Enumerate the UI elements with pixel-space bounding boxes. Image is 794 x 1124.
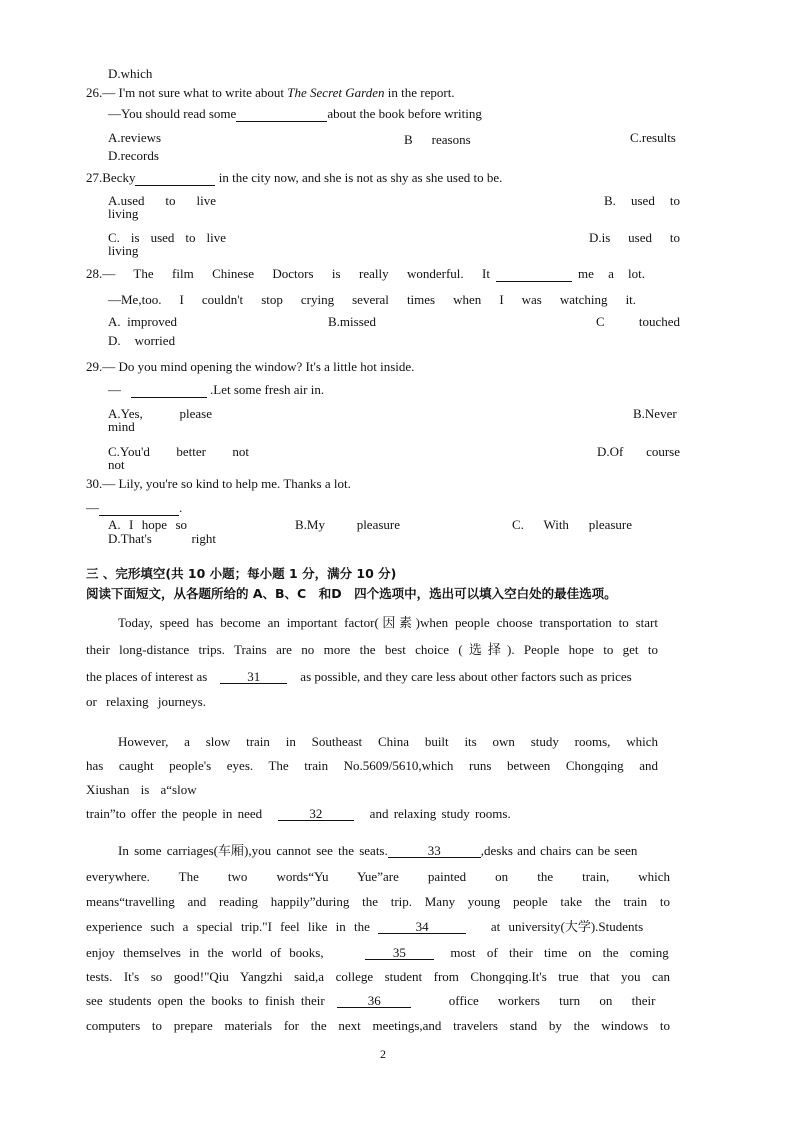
q29-option-c-word: not	[232, 444, 250, 459]
q28-reply-word: times	[406, 292, 436, 307]
q26-option-c: C.results	[630, 130, 676, 145]
q30-reply-dash: —	[86, 500, 99, 515]
q27-stem-suffix: in the city now, and she is not as shy as she used to be.	[215, 170, 503, 185]
q29-option-a-word: please	[179, 406, 212, 421]
q26-option-b-letter: B	[404, 132, 413, 147]
q26-stem-prefix: 26.— I'm not sure what to write about	[86, 85, 288, 100]
passage-line-35	[86, 945, 669, 960]
q28-stem	[86, 266, 490, 281]
q29-option-c-word: better	[176, 444, 206, 459]
q27-option-d-word: to	[669, 230, 680, 245]
blank-35[interactable]: 35	[365, 946, 434, 960]
q29-reply-suffix: .Let some fresh air in.	[206, 382, 325, 397]
q30-option-d	[108, 531, 216, 546]
q30-option-d-word: right	[191, 531, 216, 546]
q26-stem-suffix: in the report.	[384, 85, 455, 100]
q28-stem-word: is	[331, 266, 341, 281]
q29-option-d-word: D.Of	[597, 444, 624, 459]
q28-option-a-text: improved	[127, 314, 177, 329]
q28-option-d	[108, 333, 175, 348]
q25-option-d: D.which	[108, 66, 153, 81]
q27-option-a-word: live	[196, 193, 216, 208]
passage-text: In some carriages(车厢),you cannot see the seats.	[118, 843, 388, 858]
q28-stem-word: 28.—	[86, 266, 116, 281]
q30-option-b-word: B.My	[295, 517, 325, 532]
q28-option-a	[108, 314, 177, 329]
q27-option-c-word: is	[130, 230, 140, 245]
q26-option-d: D.records	[108, 148, 159, 163]
q29-option-d-word: course	[646, 444, 680, 459]
q30-option-b-word: pleasure	[356, 517, 400, 532]
q30-option-c-word: pleasure	[588, 517, 633, 532]
q29-option-a-wrap: mind	[108, 419, 135, 434]
q30-option-d-word: D.That's	[108, 531, 152, 546]
q28-option-d-letter: D.	[108, 333, 121, 348]
passage-text: office workers turn on their	[448, 993, 656, 1008]
q28-reply-word: I was	[499, 292, 542, 307]
q28-stem-end	[578, 266, 645, 281]
q28-option-a-letter: A.	[108, 314, 121, 329]
q28-stem-word: film	[172, 266, 194, 281]
passage-line: or relaxing journeys.	[86, 694, 206, 709]
section-instruction: 阅读下面短文，从各题所给的 A、B、C 和D 四个选项中，选出可以填入空白处的最佳选项。	[86, 586, 617, 601]
q28-reply-word: when	[453, 292, 482, 307]
q28-option-d-text: worried	[134, 333, 176, 348]
section-heading: 三 、完形填空(共 10 小题；每小题 1 分，满分 10 分)	[86, 566, 397, 581]
q28-answer-blank-wrap	[496, 266, 572, 282]
q27-option-b-word: B.	[604, 193, 616, 208]
passage-text: see students open the books to finish their	[86, 993, 325, 1008]
q30-option-a	[108, 517, 187, 532]
passage-line: everywhere. The two words“Yu Yue”are painted on the train, which	[86, 869, 670, 884]
q28-option-b: B.missed	[328, 314, 377, 329]
q28-stem-word: really	[358, 266, 389, 281]
q28-reply-word: —Me,too.	[108, 292, 162, 307]
blank-34[interactable]: 34	[378, 920, 466, 934]
q27-option-a-word: A.used	[108, 193, 145, 208]
blank-36[interactable]: 36	[337, 994, 411, 1008]
q30-option-c-word: With	[543, 517, 569, 532]
q27-option-d-word: used	[628, 230, 653, 245]
q29-option-c	[108, 444, 249, 459]
blank-31[interactable]: 31	[220, 670, 287, 684]
q26-reply-prefix: —You should read some	[108, 106, 237, 121]
page-number: 2	[380, 1047, 386, 1061]
passage-text: and relaxing study rooms.	[369, 806, 511, 821]
passage-text: the places of interest as	[86, 669, 208, 684]
q29-option-c-word: C.You'd	[108, 444, 150, 459]
q28-reply-word: I	[179, 292, 184, 307]
q30-option-a-word: so	[175, 517, 188, 532]
passage-line-36	[86, 993, 655, 1008]
passage-text: train”to offer the people in need	[86, 806, 263, 821]
q29-option-d	[597, 444, 680, 459]
q30-option-b	[295, 517, 400, 532]
q27-option-c-word: live	[206, 230, 226, 245]
q28-reply-word: several	[352, 292, 389, 307]
q28-stem-word: The	[133, 266, 154, 281]
q27-stem	[86, 170, 502, 186]
passage-text: most of their time on the coming	[450, 945, 669, 960]
q29-reply-dash: —	[108, 382, 121, 397]
passage-line: Xiushan is a“slow	[86, 782, 197, 797]
passage-line: tests. It's so good!"Qiu Yangzhi said,a college student from Chongqing.It's true that you can	[86, 969, 670, 984]
q27-option-a-word: to	[165, 193, 176, 208]
passage-line: their long-distance trips. Trains are no more the best choice (选择). People hope to get to	[86, 642, 658, 657]
q30-option-c	[512, 517, 632, 532]
q26-option-b-text: reasons	[431, 132, 471, 147]
passage-text: at university(大学).Students	[490, 919, 644, 934]
q27-option-b-word: used	[630, 193, 655, 208]
q27-option-c-word: used	[150, 230, 175, 245]
q27-stem-prefix: 27.Becky	[86, 170, 136, 185]
q26-reply	[108, 106, 482, 122]
q30-reply	[86, 500, 182, 516]
q27-option-d-word: D.is	[589, 230, 611, 245]
q28-reply-word: stop	[261, 292, 283, 307]
q29-option-c-wrap: not	[108, 457, 125, 472]
q26-reply-suffix: about the book before writing	[327, 106, 482, 121]
q27-option-d	[589, 230, 680, 245]
blank-33[interactable]: 33	[388, 844, 481, 858]
q26-option-a: A.reviews	[108, 130, 162, 145]
q27-option-c-word: C.	[108, 230, 120, 245]
q28-reply-word: couldn't	[201, 292, 244, 307]
passage-text: ,desks and chairs can be seen	[480, 843, 638, 858]
q26-option-b	[404, 132, 471, 147]
q30-answer-blank[interactable]	[99, 500, 179, 516]
q27-option-c-wrap: living	[108, 243, 139, 258]
q29-option-a-word: A.Yes,	[108, 406, 143, 421]
q28-stem-word: lot.	[628, 266, 645, 281]
q28-option-c	[596, 314, 680, 329]
passage-line: Today, speed has become an important factor(因素)when people choose transportation to start	[118, 615, 658, 630]
q28-answer-blank[interactable]	[496, 266, 572, 282]
passage-line-32	[86, 806, 511, 821]
q27-answer-blank[interactable]	[135, 170, 215, 186]
q29-reply	[108, 382, 324, 398]
q27-option-c-word: to	[185, 230, 196, 245]
q29-stem: 29.— Do you mind opening the window? It's a little hot inside.	[86, 359, 415, 374]
q28-reply-word: it.	[625, 292, 637, 307]
q27-option-b	[604, 193, 680, 208]
q27-option-b-word: to	[669, 193, 681, 208]
q28-stem-word: a	[608, 266, 614, 281]
q30-option-c-word: C.	[512, 517, 524, 532]
passage-text: enjoy themselves in the world of books,	[86, 945, 324, 960]
q30-stem: 30.— Lily, you're so kind to help me. Thanks a lot.	[86, 476, 351, 491]
q30-reply-end: .	[179, 500, 183, 515]
q26-stem-title: The Secret Garden	[287, 85, 385, 100]
passage-line-34	[86, 919, 643, 934]
blank-32[interactable]: 32	[278, 807, 354, 821]
q30-option-a-word: A. I	[108, 517, 134, 532]
q28-reply-word: watching	[559, 292, 608, 307]
q28-stem-word: Doctors	[272, 266, 314, 281]
passage-text: experience such a special trip."I feel like in the	[86, 919, 370, 934]
q28-option-c-text: touched	[638, 314, 680, 329]
q28-stem-word: It	[482, 266, 490, 281]
q28-reply-word: crying	[300, 292, 335, 307]
q28-option-c-letter: C	[596, 314, 605, 329]
passage-line-31	[86, 669, 658, 684]
q29-answer-blank[interactable]	[131, 382, 207, 398]
q26-answer-blank[interactable]	[236, 106, 327, 122]
q29-option-b: B.Never	[633, 406, 677, 421]
q28-stem-word: me	[578, 266, 594, 281]
passage-line: computers to prepare materials for the next meetings,and travelers stand by the windows to	[86, 1018, 670, 1033]
q28-stem-word: Chinese	[212, 266, 254, 281]
passage-line: has caught people's eyes. The train No.5609/5610,which runs between Chongqing and	[86, 758, 658, 773]
q28-stem-word: wonderful.	[406, 266, 464, 281]
q26-stem	[86, 85, 455, 100]
q30-option-a-word: hope	[141, 517, 168, 532]
passage-line-33	[118, 843, 637, 858]
q28-reply	[108, 292, 636, 307]
q27-option-a-wrap: living	[108, 206, 139, 221]
passage-line: However, a slow train in Southeast China built its own study rooms, which	[118, 734, 658, 749]
passage-text: as possible, and they care less about other factors such as prices	[300, 669, 632, 684]
passage-line: means“travelling and reading happily”during the trip. Many young people take the train to	[86, 894, 670, 909]
